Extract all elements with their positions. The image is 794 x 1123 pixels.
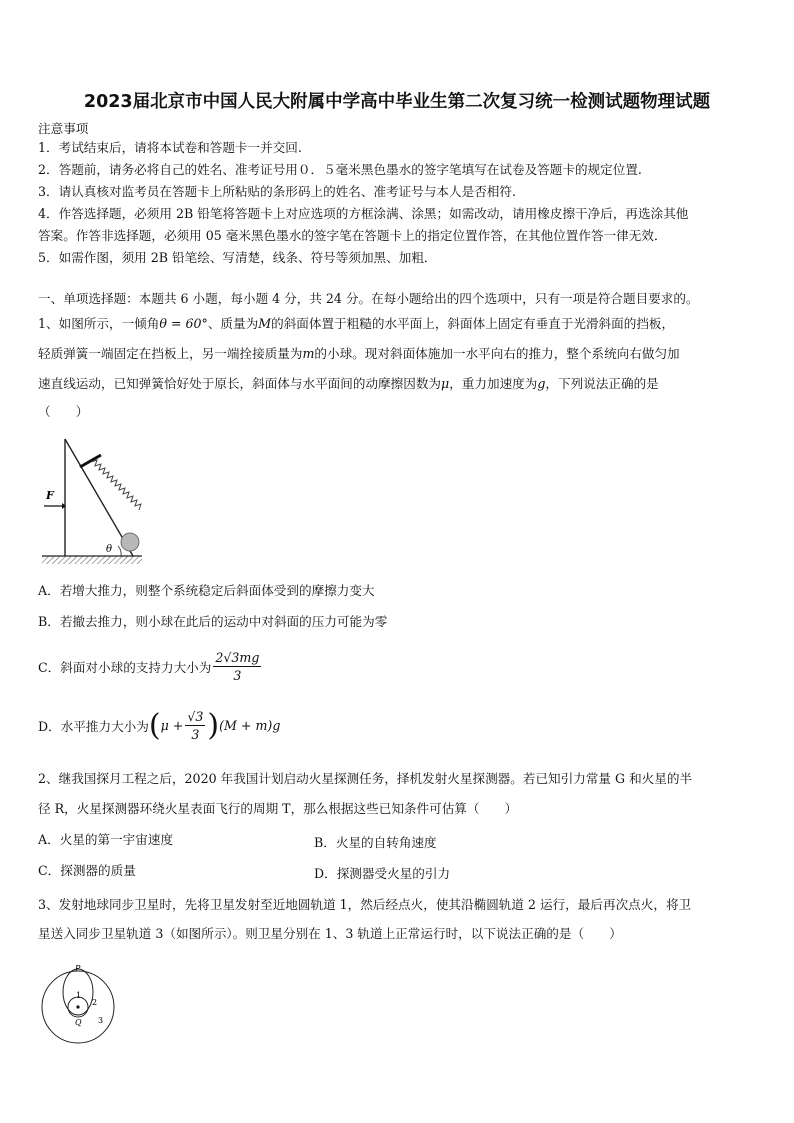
ground bbox=[42, 556, 142, 564]
q1-text: 、质量为 bbox=[207, 316, 259, 331]
q1-option-d-text: D．水平推力大小为 bbox=[38, 719, 149, 734]
q3-line-2: 星送入同步卫星轨道 3（如图所示）。则卫星分别在 1、3 轨道上正常运行时，以下说法正确的是（ ） bbox=[38, 926, 622, 941]
orbit-label-2: 2 bbox=[92, 998, 98, 1007]
q1-line-1 bbox=[38, 316, 674, 332]
q1-text: 的小球。现对斜面体施加一水平向右的推力，整个系统向右做匀加 bbox=[314, 346, 680, 361]
q1-text: 的斜面体置于粗糙的水平面上，斜面体上固定有垂直于光滑斜面的挡板， bbox=[271, 316, 675, 331]
q3-line-1: 3、发射地球同步卫星时，先将卫星发射至近地圆轨道 1，然后经点火，使其沿椭圆轨道 2 运行，最后再次点火，将卫 bbox=[38, 897, 692, 912]
note-item-4-cont: 答案。作答非选择题，必须用 05 毫米黑色墨水的签字笔在答题卡上的指定位置作答，在其他位置作答一律无效． bbox=[38, 228, 667, 243]
q1-theta: θ = 60° bbox=[159, 316, 208, 331]
q1-text: 1、如图所示，一倾角 bbox=[38, 316, 160, 331]
page-title: 2023届北京市中国人民大附属中学高中毕业生第二次复习统一检测试题物理试题 bbox=[83, 92, 711, 112]
q2-option-d: D．探测器受火星的引力 bbox=[314, 866, 451, 881]
q1-option-c-text: C．斜面对小球的支持力大小为 bbox=[38, 660, 212, 675]
force-label-F: F bbox=[46, 489, 54, 502]
angle-label-theta: θ bbox=[106, 544, 113, 555]
paren-right: ) bbox=[207, 708, 220, 743]
q1-blank: （ ） bbox=[38, 404, 89, 419]
q2-option-c: C．探测器的质量 bbox=[38, 863, 136, 878]
q1-option-a: A．若增大推力，则整个系统稳定后斜面体受到的摩擦力变大 bbox=[38, 583, 375, 598]
note-item-5: 5．如需作图，须用 2B 铅笔绘、写清楚，线条、符号等须加黑、加粗． bbox=[38, 250, 437, 265]
orbit-figure bbox=[40, 962, 120, 1048]
note-item-1: 1．考试结束后，请将本试卷和答题卡一并交回. bbox=[38, 140, 302, 155]
earth-dot bbox=[76, 1005, 79, 1008]
orbit-label-1: 1 bbox=[76, 991, 82, 1000]
q1-text: 速直线运动，已知弹簧恰好处于原长，斜面体与水平面间的动摩擦因数为 bbox=[38, 376, 441, 391]
point-label-P: P bbox=[75, 964, 81, 973]
q1-option-d-tail: (M + m)g bbox=[219, 718, 281, 733]
q1-text: ，下列说法正确的是 bbox=[545, 376, 659, 391]
spring bbox=[91, 460, 141, 510]
point-label-Q: Q bbox=[75, 1018, 82, 1027]
q2-option-a: A．火星的第一宇宙速度 bbox=[38, 832, 174, 847]
q1-line-2 bbox=[38, 346, 680, 362]
q1-option-c-fraction bbox=[213, 650, 261, 683]
q1-option-d-denominator: 3 bbox=[191, 727, 200, 742]
q1-option-d-fraction bbox=[185, 709, 205, 742]
q1-text: ，重力加速度为 bbox=[449, 376, 538, 391]
q1-line-3 bbox=[38, 376, 659, 392]
q1-option-d-numerator: √3 bbox=[187, 709, 204, 724]
notes-heading: 注意事项 bbox=[38, 121, 89, 136]
q2-option-b: B．火星的自转角速度 bbox=[314, 835, 437, 850]
orbit-label-3: 3 bbox=[98, 1016, 104, 1025]
q1-option-c-denominator: 3 bbox=[233, 668, 242, 683]
ball bbox=[121, 533, 139, 551]
note-item-4: 4．作答选择题，必须用 2B 铅笔将答题卡上对应选项的方框涂满、涂黑；如需改动，请用橡皮擦干净后，再选涂其他 bbox=[38, 206, 689, 221]
q1-option-d bbox=[38, 708, 280, 743]
q1-mass-M: M bbox=[258, 316, 272, 331]
q1-text: 轻质弹簧一端固定在挡板上，另一端拴接质量为 bbox=[38, 346, 303, 361]
q1-option-d-mu: μ + bbox=[160, 718, 184, 733]
q1-option-c-numerator: 2√3mg bbox=[215, 650, 260, 665]
section-heading: 一、单项选择题：本题共 6 小题，每小题 4 分，共 24 分。在每小题给出的四个选项中，只有一项是符合题目要求的。 bbox=[38, 291, 699, 306]
q2-line-1: 2、继我国探月工程之后，2020 年我国计划启动火星探测任务，择机发射火星探测器。若已知引力常量 G 和火星的半 bbox=[38, 771, 693, 786]
q1-option-c bbox=[38, 650, 263, 683]
note-item-2: 2．答题前，请务必将自己的姓名、准考证号用０．５毫米黑色墨水的签字笔填写在试卷及答题卡的规定位置. bbox=[38, 162, 642, 177]
incline-figure bbox=[38, 425, 150, 570]
q1-g: g bbox=[537, 376, 546, 391]
q1-mass-m: m bbox=[302, 346, 315, 361]
paren-left: ( bbox=[148, 708, 161, 743]
q2-line-2: 径 R，火星探测器环绕火星表面飞行的周期 T，那么根据这些已知条件可估算（ ） bbox=[38, 801, 518, 816]
q1-option-b: B．若撤去推力，则小球在此后的运动中对斜面的压力可能为零 bbox=[38, 614, 388, 629]
note-item-3: 3．请认真核对监考员在答题卡上所粘贴的条形码上的姓名、准考证号与本人是否相符. bbox=[38, 184, 516, 199]
q1-mu: μ bbox=[441, 376, 450, 391]
